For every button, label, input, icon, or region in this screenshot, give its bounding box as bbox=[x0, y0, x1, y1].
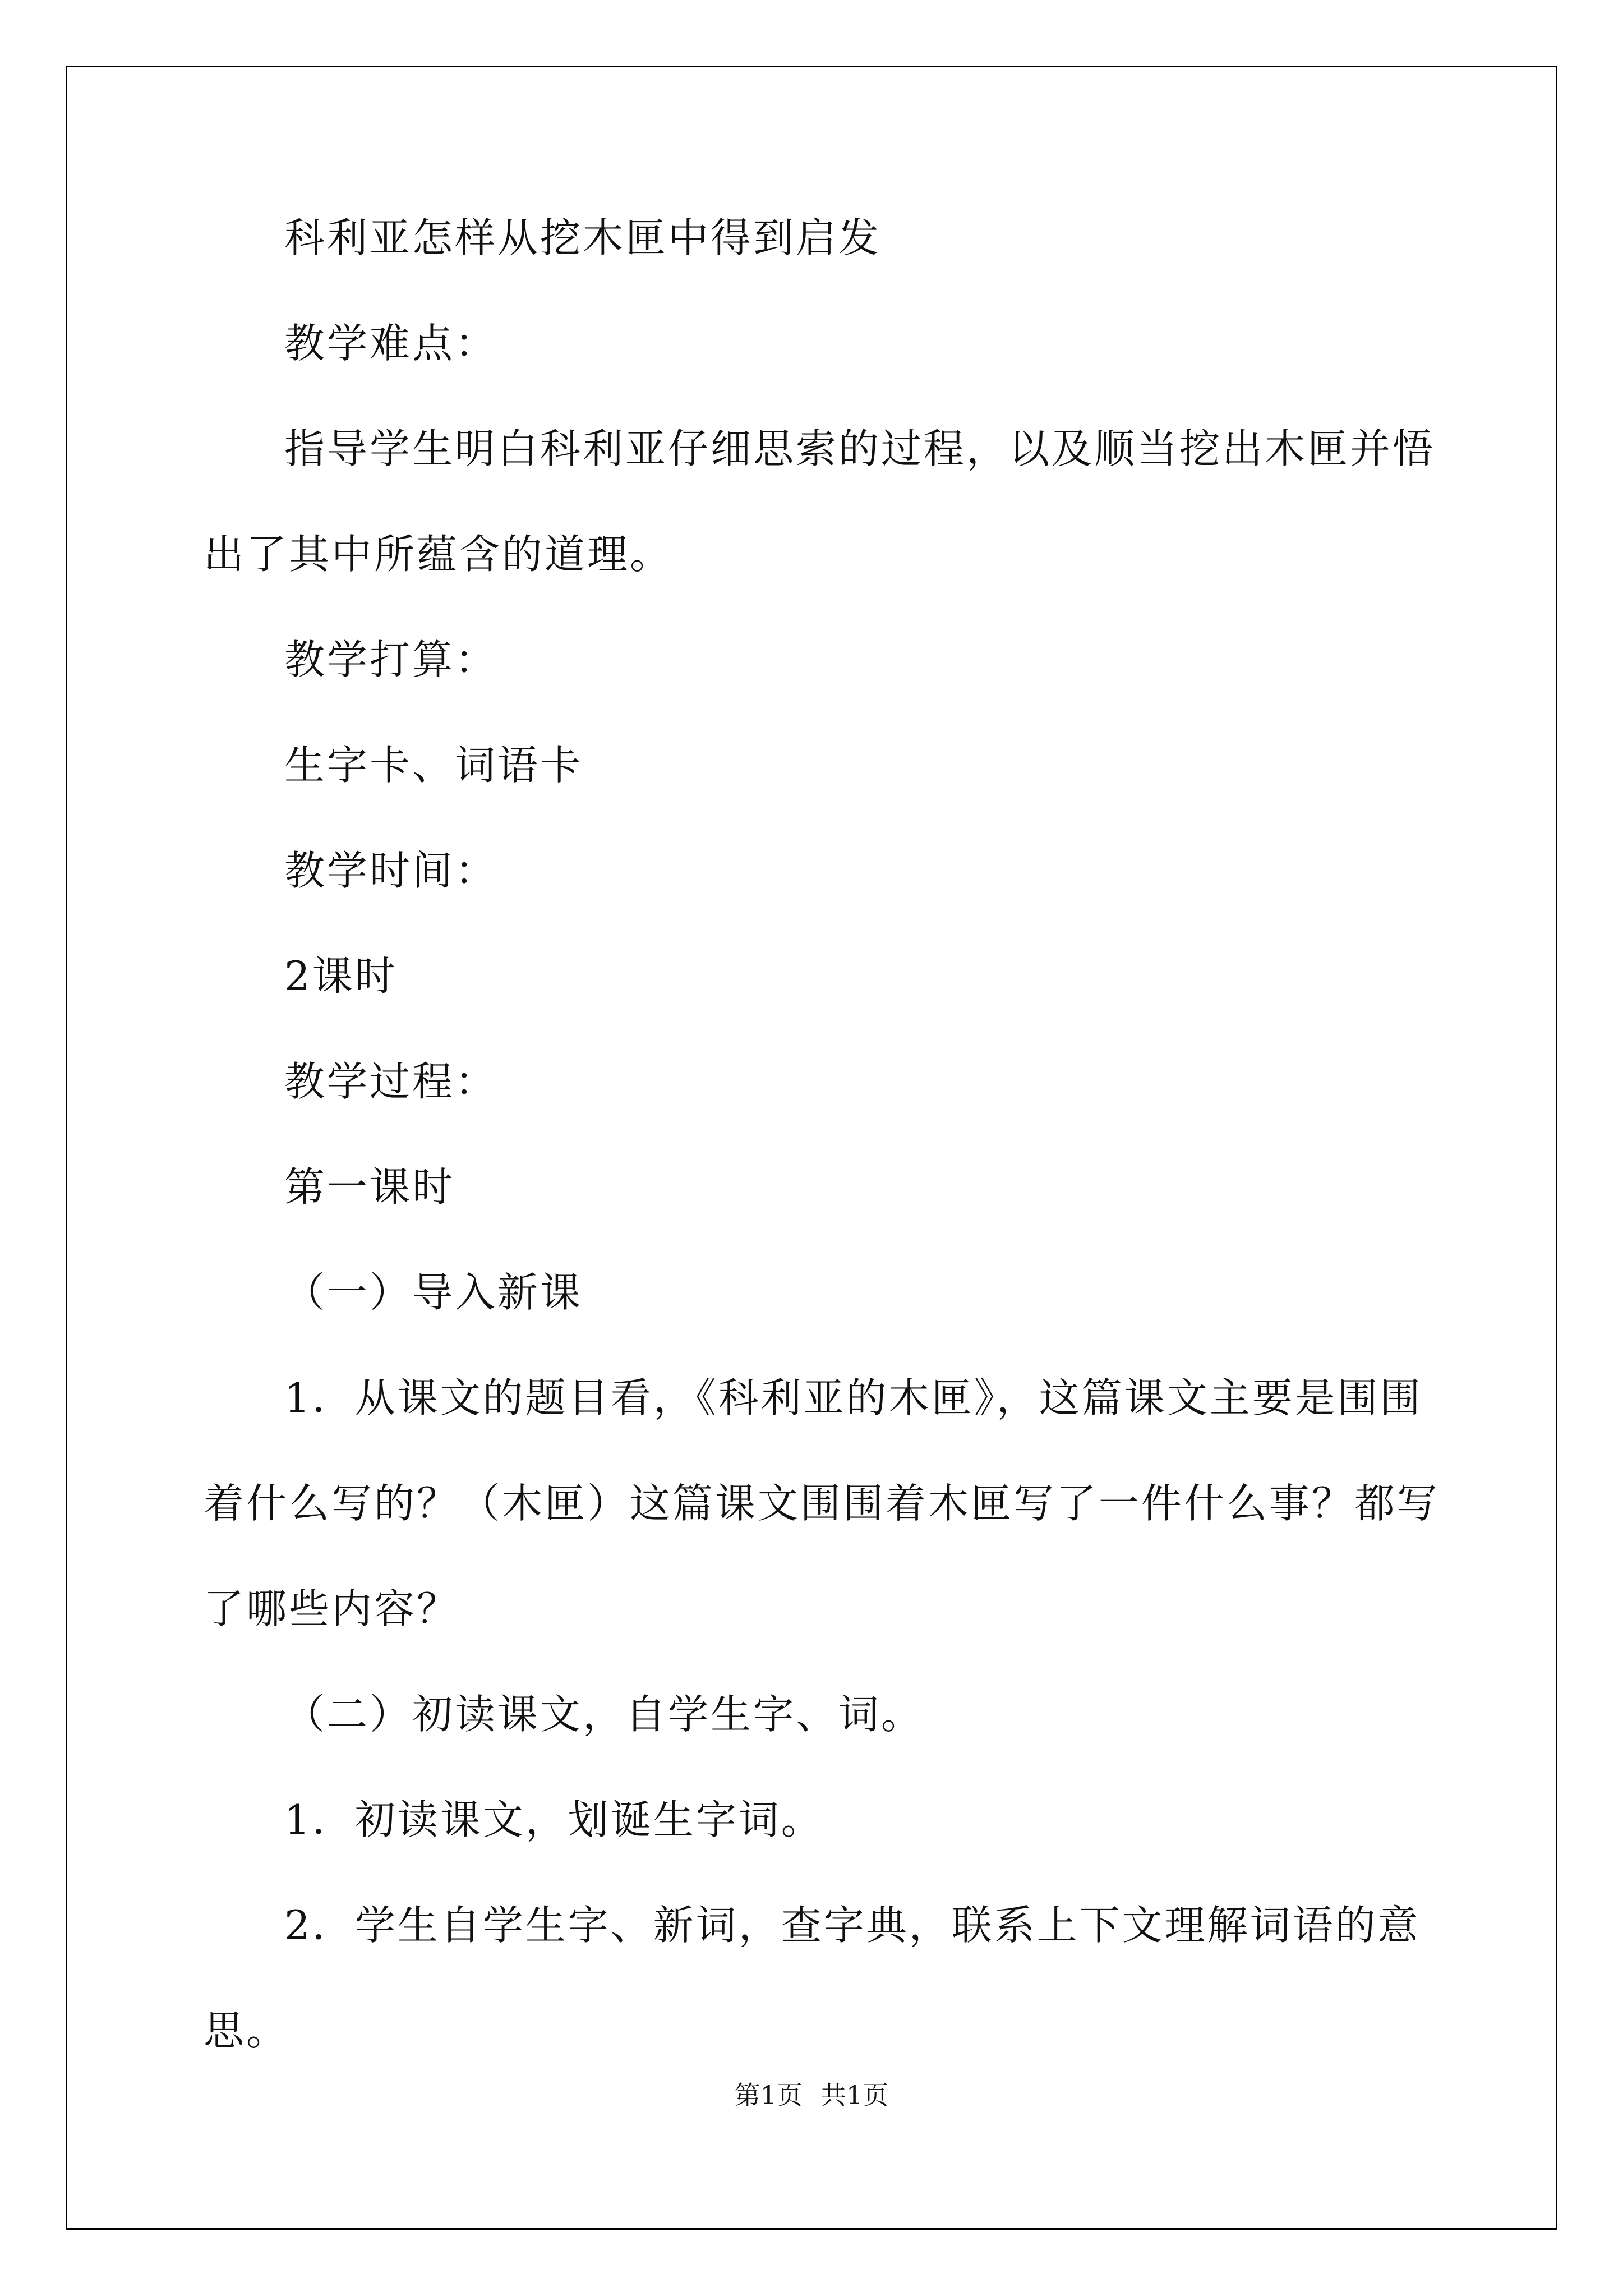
paragraph-13: 1．初读课文，划诞生字词。 bbox=[284, 1796, 824, 1843]
paragraph-12: （二）初读课文，自学生字、词。 bbox=[284, 1691, 924, 1738]
paragraph-4: 教学打算： bbox=[284, 636, 498, 683]
paragraph-14: 2．学生自学生字、新词，查字典，联系上下文理解词语的意思。 bbox=[204, 1902, 1421, 2054]
paragraph-3: 指导学生明白科利亚仔细思索的过程，以及顺当挖出木匣并悟出了其中所蕴含的道理。 bbox=[204, 425, 1436, 578]
paragraph-7: 2课时 bbox=[284, 953, 398, 1000]
paragraph-9: 第一课时 bbox=[284, 1163, 455, 1211]
paragraph-8: 教学过程： bbox=[284, 1058, 498, 1105]
paragraph-10: （一）导入新课 bbox=[284, 1269, 583, 1316]
document-body bbox=[204, 185, 1460, 2083]
paragraph-5: 生字卡、词语卡 bbox=[284, 742, 583, 789]
paragraph-2: 教学难点： bbox=[284, 320, 498, 367]
paragraph-6: 教学时间： bbox=[284, 847, 498, 894]
paragraph-11: 1．从课文的题目看，《科利亚的木匣》，这篇课文主要是围围着什么写的？（木匣）这篇课文围围着木匣写了一件什么事？都写了哪些内容？ bbox=[204, 1374, 1440, 1632]
page-footer bbox=[0, 2078, 1623, 2112]
page-total: 共1页 bbox=[820, 2080, 889, 2110]
page-number: 第1页 bbox=[734, 2080, 803, 2110]
paragraph-1: 科利亚怎样从挖木匣中得到启发 bbox=[284, 214, 882, 261]
